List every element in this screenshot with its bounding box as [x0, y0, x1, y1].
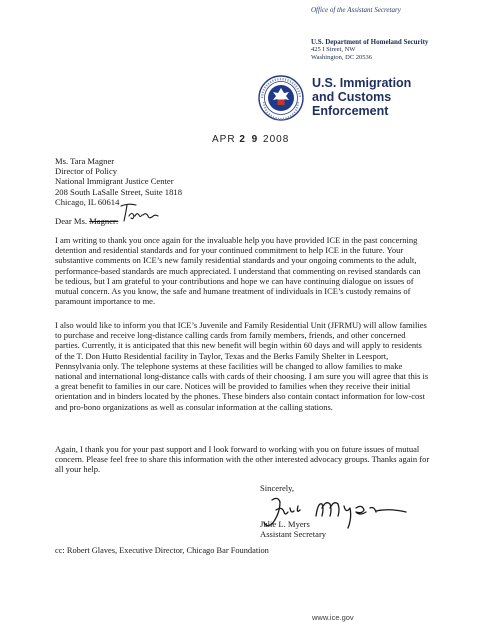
letterhead-address: [311, 38, 428, 62]
signer-title: Assistant Secretary: [260, 529, 327, 540]
agency-line-3: Enforcement: [312, 104, 389, 118]
street-address: 425 I Street, NW: [311, 46, 356, 53]
date-day: 2 9: [239, 134, 260, 145]
salutation-prefix: Dear Ms.: [55, 216, 90, 226]
signer-name: Julie L. Myers: [260, 519, 310, 529]
recipient-name: Ms. Tara Magner: [55, 156, 115, 166]
department-name: U.S. Department of Homeland Security: [311, 38, 429, 46]
dhs-seal-icon: [258, 75, 304, 121]
date-year: 2008: [263, 134, 290, 145]
body-paragraph-1: I am writing to thank you once again for the invaluable help you have provided ICE in the past concerning detention and residential standards and for your continued commitment to help ICE in the future. Your substantive comments on ICE’s new family residential standards and your ongoing comments to the adult, performance-based standards are much appreciated. I understand that commenting on revised standards can be tedious, but I am grateful to your contributions and hope we can have continuing dialogue on issues of mutual concern. As you know, the safe and humane treatment of individuals in ICE’s custody remains of paramount importance to me.: [55, 235, 421, 307]
recipient-street: 208 South LaSalle Street, Suite 1818: [55, 186, 182, 197]
agency-name: [312, 76, 411, 118]
body-paragraph-2: I also would like to inform you that ICE’s Juvenile and Family Residential Unit (JFRMU) will allow families to purchase and receive long-distance calling cards from family members, friends, and other concerned parties. Currently, it is anticipated that this new benefit will begin within 60 days and will apply to residents of the T. Don Hutto Residential facility in Taylor, Texas and the Berks Family Shelter in Leesport, Pennsylvania only. The telephone systems at these facilities will be changed to allow families to make national and international long-distance calls with cards of their choosing. I am sure you will agree that this is a great benefit to families in our care. Notices will be provided to families when they receive their initial orientation and in binders located by the phones. These binders also contain contact information for low-cost and pro-bono organizations as well as consular information at the calling stations.: [55, 320, 429, 412]
date-month: APR: [212, 134, 236, 145]
recipient-block: [55, 156, 182, 207]
salutation-struck-name: Magner:: [89, 216, 119, 226]
agency-line-1: U.S. Immigration: [312, 76, 412, 90]
recipient-title: Director of Policy: [55, 166, 118, 177]
agency-line-2: and Customs: [312, 90, 392, 104]
body-paragraph-3: Again, I thank you for your past support and I look forward to working with you on future issues of mutual concern. Please feel free to share this information with the other interested advocacy groups. Thanks again for all your help.: [55, 444, 430, 475]
cc-line: cc: Robert Glaves, Executive Director, Chicago Bar Foundation: [55, 546, 269, 555]
handwritten-tara-signature: [118, 202, 160, 224]
website-link[interactable]: www.ice.gov: [312, 613, 354, 622]
city-address: Washington, DC 20536: [311, 54, 373, 61]
valediction: Sincerely,: [260, 483, 295, 493]
recipient-city: Chicago, IL 60614: [55, 196, 120, 207]
salutation: [55, 216, 118, 226]
office-line: Office of the Assistant Secretary: [311, 6, 401, 14]
date-stamp: [212, 134, 289, 145]
signer-block: [260, 519, 326, 539]
recipient-org: National Immigrant Justice Center: [55, 176, 174, 187]
